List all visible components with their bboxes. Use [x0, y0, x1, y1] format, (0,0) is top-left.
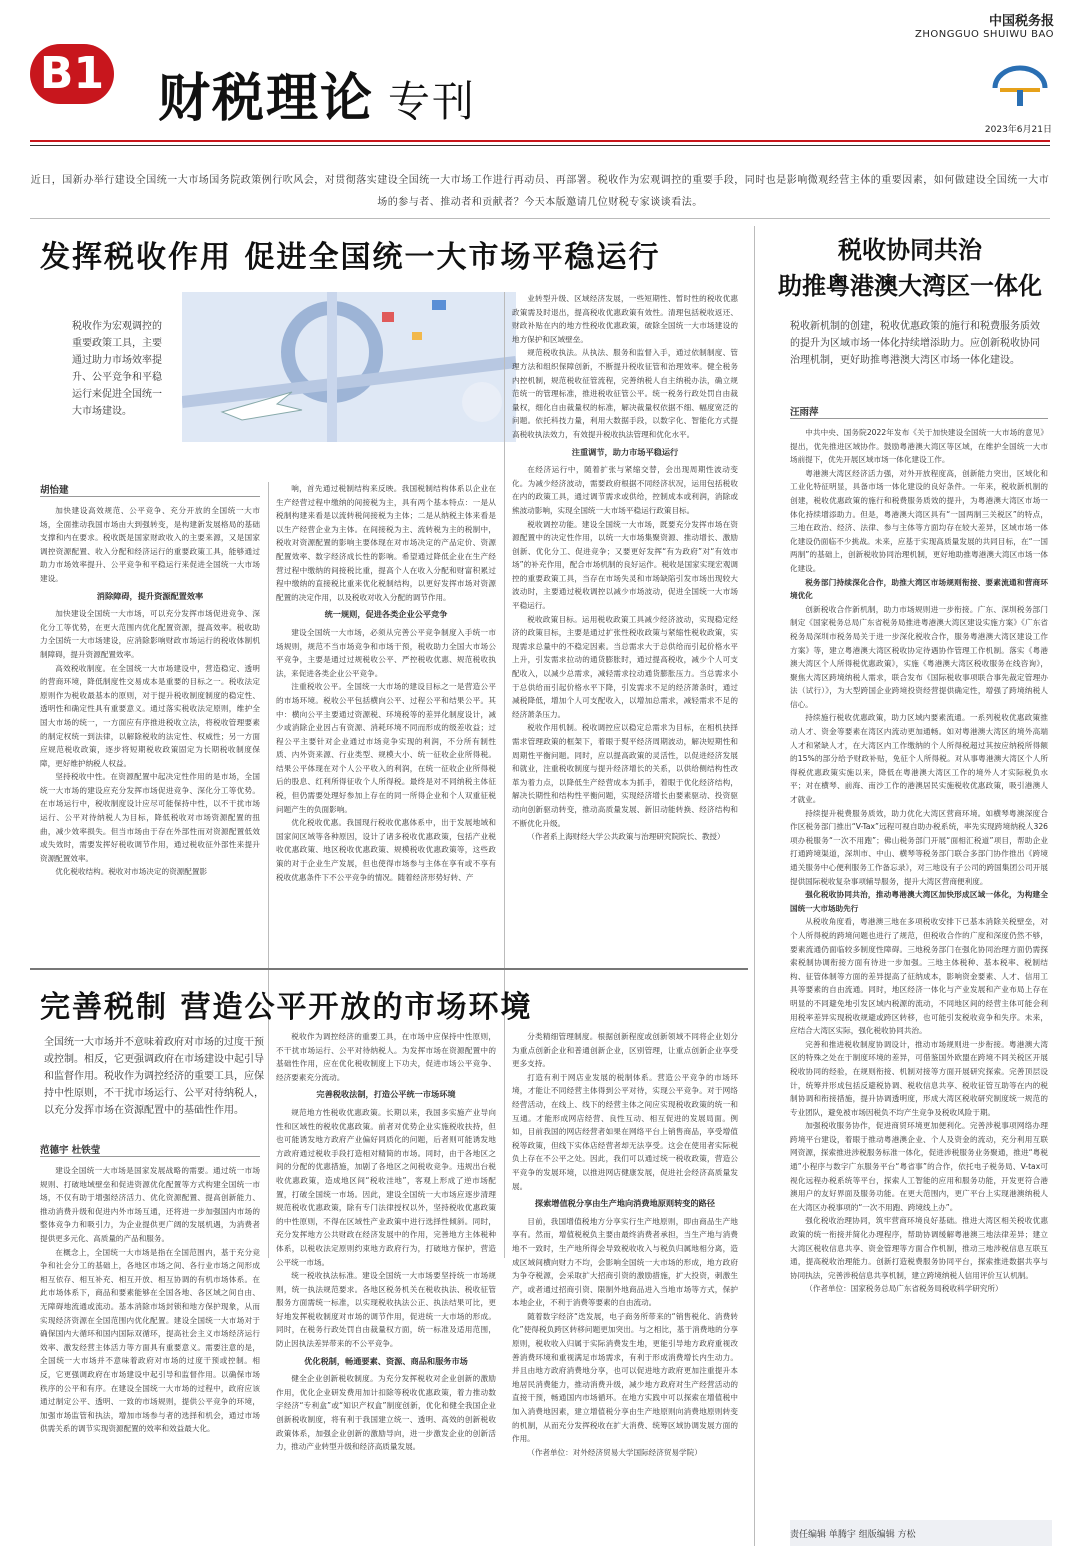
issue-date: 2023年6月21日: [984, 125, 1052, 135]
body-paragraph: 坚持税收中性。在资源配置中起决定性作用的是市场，全国统一大市场的建设应充分发挥市场促进竞争、深化分工等优势。在市场运行中，税收制度设计应尽可能保持中性，以不干扰市场运行、公平对待纳税人为目标，降低税收对市场资源配置的扭曲，减少效率损失。但当市场由于存在外部性而对资源配置低效或失效时，需要发挥好税收调节作用，通过税收征外部性来提升资源配置效率。: [40, 772, 260, 863]
article1-title: 发挥税收作用 促进全国统一大市场平稳运行: [40, 240, 661, 275]
highway-interchange-illustration: [182, 292, 516, 442]
article1-author: 胡怡建: [40, 485, 69, 496]
body-paragraph: 健全企业创新税收制度。为充分发挥税收对企业创新的激励作用，优化企业研发费用加计扣除等税收优惠政策，着力推动数字经济“专利盒”或“知识产权盒”制度创新，优化和健全我国企业创新税收制度，将有利于我国建立统一、透明、高效的创新税收政策体系，加强企业创新的激励导向，进一步激发企业的创新活力，推动产业转型升级和经济高质量发展。: [276, 1374, 496, 1452]
subheading: 消除障碍，提升资源配置效率: [96, 590, 204, 601]
section-keyline: 税务部门持续深化合作，助推大湾区市场规则衔接、要素流通和营商环境优化: [790, 577, 1048, 601]
body-paragraph: 加快建设全国统一大市场，可以充分发挥市场促进竞争、深化分工等优势，在更大范围内优化配置资源，提高效率。税收助力全国统一大市场建设，应消除影响财政市场运行的税收体制机制障碍，提升资源配置效率。: [40, 609, 260, 659]
body-paragraph: 持续施行税收优惠政策，助力区域内要素流通。一系列税收优惠政策推动人才、资金等要素在湾区内流动更加通畅。如对粤港澳大湾区的境外高端人才和紧缺人才，在大湾区内工作缴纳的个人所得税超过其按应纳税所得额的15%的部分给予财政补贴，免征个人所得税。对从事粤港澳大湾区个人所得税优惠政策实施以来，降低在粤港澳大湾区工作的境外人才实际税负水平；对在横琴、前海、南沙工作的港澳居民实施税收优惠政策，吸引港澳人才就业。: [790, 713, 1048, 805]
section-title: [158, 56, 476, 131]
body-paragraph: 在经济运行中，随着扩张与紧缩交替，会出现周期性波动变化。为减少经济波动，需要政府根据不同经济状况，运用包括税收在内的政策工具，通过调节需求或供给，控制成本或利润，消除或熊波动影响，实现全国统一大市场平稳运行政策目标。: [512, 465, 738, 515]
body-paragraph: 税收作为调控经济的重要工具，在市场中应保持中性原则，不干扰市场运行、公平对待纳税人。为发挥市场在资源配置中的基础性作用，应在优化税收制度上下功夫，促进市场公平竞争、经济要素充分流动。: [276, 1032, 496, 1082]
editor-intro: 近日，国新办举行建设全国统一大市场国务院政策例行吹风会，对贯彻落实建设全国统一大市场工作进行再动员、再部署。税收作为宏观调控的重要手段，同时也是影响微观经营主体的重要因素，如何做建设全国统一大市场的参与者、推动者和贡献者？今天本版邀请几位财税专家谈谈看法。: [30, 175, 1050, 208]
body-paragraph: 规范税收执法。从执法、服务和监督入手，通过依制制度、管理方法和组织保障创新，不断提升税收征管和治理效率。健全税务内控机制，规范税收征管流程，完善纳税人自主纳税办法，确立规范统一的管理标准，推进税收征管公平。统一税务行政处罚自由裁量权，细化自由裁量权的标准，解决裁量权依据不细、幅度宽泛的问题。依托科技力量，利用大数据手段，以数字化、智能化方式提高税收执法效力，有效提升税收执法管理和优化水平。: [512, 348, 738, 439]
column-divider: [268, 482, 269, 1258]
body-paragraph: 税收调控功能。建设全国统一大市场，既要充分发挥市场在资源配置中的决定性作用，以统一大市场集聚资源、推动增长、激励创新、优化分工、促进竞争；又要更好发挥“有为政府”对“有效市场”的补充作用，配合市场机制的良好运作。税收是国家实现宏观调控的重要政策工具，当存在市场失灵和市场缺陷引发市场出现较大波动时，主要通过税收调控以减少市场波动，促进全国统一大市场平稳运行。: [512, 519, 738, 611]
body-paragraph: 加快建设高效规范、公平竞争、充分开放的全国统一大市场，全面推动我国市场由大到强转变，是构建新发展格局的基础支撑和内在要求。税收既是国家财政收入的主要来源，又是国家调控资源配置、收入分配和经济运行的重要政策工具，能够通过助力市场效率提升、公平竞争和平稳运行来促进全国统一大市场建设。: [40, 506, 260, 583]
article3-title-line1: 税收协同共治: [838, 235, 982, 264]
article-separator: [30, 968, 748, 970]
body-paragraph: 税收作用机制。税收调控应以稳定总需求为目标，在相机抉择需求管理政策的框架下，着眼于熨平经济周期波动，解决短期性和周期性平衡问题。同时，应以提高政策的灵活性，以促进经济发展和就业，注重税收制度与提升经济增长的关系，以供给侧结构性改革为着力点，以降低生产经营成本为抓手，着眼于优化经济结构，解决长期性和结构性平衡问题，实现经济增长由要素驱动、投资驱动向创新驱动转变，推动高质量发展、新旧动能转换、经济结构和不断优化升级。: [512, 723, 738, 828]
body-paragraph: 打造有利于网店业发展的税制体系。营造公平竞争的市场环境，才能让不同经营主体得到公平对待，实现公平竞争。对于网络经营活动，在线上、线下的经营主体之间应实现税收政策的统一和互通。才能形成网店经营、良性互动、相互促进的发展局面。例如，目前我国的网店经营者如果在网络平台上销售商品，享受增值税等政策，但线下实体店经营者却无法享受。这会在使用者实际税负上存在不公平之处。因此，我们可以通过统一税收政策，营造公平竞争的发展环境，以推进网店健康发展，促进社会经济高质量发展。: [512, 1072, 738, 1191]
sidebar-divider: [754, 226, 755, 1546]
article3-column: [790, 426, 1048, 1516]
body-paragraph: 在概念上，全国统一大市场是指在全国范围内，基于充分竞争和社会分工的基础上，各地区市场之间、各行业市场之间形成相互依存、相互补充、相互开放、相互协调的有机市场体系。在此市场体系下，商品和要素能够在全国各地、各区域之间自由、无障碍地流通或流动。基本消除市场封锁和地方保护现象，从而实现经济资源在全国范围内优化配置。建设全国统一大市场对于确保国内大循环和国内国际双循环，提高社会主义市场经济运行效率、激发经营主体活力等方面具有重要意义。需要注意的是，全国统一大市场并不意味着政府对市场的过度干预或控制。相反，它更强调政府在市场建设中起引导和监督作用。以确保市场秩序的公平和有序。在建设全国统一大市场的过程中，政府应该通过制定公平、透明、一致的市场规则，提供公平竞争的环境，加强市场监管和执法，增加市场参与者的选择和机会，通过市场供需关系的调节实现资源配置的效率和效益最大化。: [40, 1247, 260, 1434]
section-keyline: 强化税收协同共治，推动粤港澳大湾区加快形成区域一体化，为构建全国统一大市场助先行: [790, 890, 1048, 913]
body-paragraph: 完善和推进税收制度协调设计，推动市场规则进一步衔接。粤港澳大湾区的特殊之处在于制度环境的差异，可借鉴国外欧盟在跨境不同关税区开展税收协同的经验，在规则衔接、机制对接等方面开展研究探索。完善顶层设计，统筹并形成包括反避税协调、税收信息共享、税收征管互助等在内的税制协调和衔接措施，提升协调透明度，形成大湾区税收研究制度统一规范的专业团队，避免被市场因税负不均产生竞争及税收风险于期。: [790, 1039, 1048, 1117]
body-paragraph: 粤港澳大湾区经济活力强，对外开放程度高，创新能力突出，区域化和工业化特征明显，具备市场一体化建设的良好条件。一年来，税收新机制的创建，税收优惠政策的施行和税费服务质效的提升，为粤港澳大湾区市场一体化持续增添助力。但是，粤港澳大湾区具有“一国两制三关税区”的特点，三地在政治、经济、法律、参与主体等方面均存在较大差异，区域市场一体化建设仍面临不少挑战。未来，应基于实现高质量发展的共同目标，在“一国两制”的基础上，创新税收协同治理机制，更好地助推粤港澳大湾区市场一体化建设。: [790, 468, 1048, 573]
section-title-main: 财税理论: [158, 68, 375, 129]
subheading: 注重调节，助力市场平稳运行: [571, 446, 679, 457]
body-paragraph: （作者单位：对外经济贸易大学国际经济贸易学院）: [527, 1447, 702, 1457]
body-paragraph: 税收政策目标。运用税收政策工具减少经济波动，实现稳定经济的政策目标，主要是通过扩张性税收政策与紧缩性税收政策，实现需求总量中的不稳定因素。当总需求大于总供给而引起价格水平上升，引发需求拉动的通货膨胀时，通过提高税收，减少个人可支配收入，以减少总需求，减轻需求拉动通货膨胀压力。当总需求小于总供给而引起价格水平下降，引发需求不足的经济萧条时，通过减税降低，增加个人可支配收入，以增加总需求，减轻需求不足的经济萧条压力。: [512, 614, 738, 719]
column-divider: [504, 292, 505, 1258]
masthead-rule-thin: [30, 145, 1050, 146]
article1-lead: 税收作为宏观调控的重要政策工具，主要通过助力市场效率提升、公平竞争和平稳运行来促进全国统一大市场建设。: [72, 321, 162, 417]
section-title-sub: 专刊: [388, 77, 477, 126]
body-paragraph: 建设全国统一大市场，必须从完善公平竞争制度入手统一市场规则，规范不当市场竞争和市场干预，税收助力全国大市场公平竞争，主要是通过过规税收公平、严控税收优惠、规范税收执法，来促进各类企业公平竞争。: [276, 627, 496, 678]
subheading: 探索增值税分享由生产地向消费地原则转变的路径: [534, 1198, 716, 1209]
body-paragraph: 建设全国统一大市场是国家发展战略的需要。通过统一市场规则、打破地域壁垒和促进资源优化配置等方式构建全国统一市场，不仅有助于增强经济活力、优化资源配置、提高创新能力、推动消费升级和促进内外市场互通，还将进一步加强国内市场的整体竞争力和吸引力，为企业提供更广阔的发展机遇，为消费者提供更多元化、高质量的产品和服务。: [40, 1166, 260, 1243]
masthead-rule: [30, 140, 1050, 142]
article2-author-rule: [40, 1156, 260, 1157]
article3-title: [770, 232, 1050, 304]
body-paragraph: 目前，我国增值税地方分享实行生产地原则，即由商品生产地享有。然而，增值税税负主要由最终消费者承担，当生产地与消费地不一致时，生产地所得会导致税收收入与税负归属地相分离，造成区域间横向财力不均，会影响全国统一大市场的形成，地方政府为争夺税源，会采取扩大招商引资的激励措施，扩大投资，刺激生产，或者通过招商引资、限制外地商品进入当地市场等方式，保护本地企业，不利于消费等要素的自由流动。: [512, 1216, 738, 1308]
page-number-badge: B1: [30, 44, 114, 104]
body-paragraph: 业转型升级、区域经济发展，一些短期性、暂时性的税收优惠政策需及时退出，提高税收优惠政策有效性。清理包括税收返还、财政补贴在内的地方性税收优惠政策，破除全国统一大市场建设的地方保护和区域壁垒。: [512, 294, 738, 344]
body-paragraph: 高效税收制度。在全国统一大市场建设中，营造稳定、透明的营商环境，降低制度性交易成本是重要的目标之一。税收法定原则作为税收最基本的原则，对于提升税收制度制度的稳定性、透明性和确定性具有重要意义。通过落实税收法定原则，维护全国大市场的统一，一方面应有序推进税收立法，将税收管理要素的制定权统一到法律，以解除税收的法定性、权威性；另一方面应规范税收政策，逐步将短期税收政策固定为长期税收制度保障，更好维护纳税人权益。: [40, 663, 260, 768]
body-paragraph: 注重税收公平。全国统一大市场的建设目标之一是营造公平的市场环境。税收公平包括横向公平、过程公平和结果公平。其中：横向公平主要通过资源税、环境税等的差异化制度设计，减少或消除企业因占有资源、消耗环境不同而形成的级差收益；过程公平主要针对企业通过市场竞争实现的利润，不分所有制性质、内外资来源、行业类型、规模大小、统一征收企业所得税。结果公平体现在对个人公平收入的利润，在统一征收企业所得税后的股息、红利所得征收个人所得税。最终是对不同纳税主体征税，但仍需要处理好参加上存在的同一所得企业和个人双重征税问题产生的负面影响。: [276, 682, 496, 814]
body-paragraph: （作者单位：国家税务总局广东省税务局税收科学研究所）: [805, 1284, 1003, 1294]
subheading: 统一规则，促进各类企业公平竞争: [324, 609, 448, 620]
body-paragraph: 优化税收优惠。我国现行税收优惠体系中，出于发展地域和国家间区域等各种原因，设计了诸多税收优惠政策，包括产业税收优惠政策、地区税收优惠政策、规模税收优惠政策等，这些政策的对于企业生产发展，但也使得市场参与主体在享有或不享有税收优惠条件下不公平竞争的情况。随着经济形势好转、产: [276, 818, 496, 882]
article2-title: 完善税制 营造公平开放的市场环境: [40, 990, 533, 1025]
article2-column-3: [512, 1030, 738, 1542]
article2-lead: 全国统一大市场并不意味着政府对市场的过度干预或控制。相反，它更强调政府在市场建设中起引导和监督作用。税收作为调控经济的重要工具，应保持中性原则，不干扰市场运行、公平对待纳税人，以充分发挥市场在资源配置中的基础性作用。: [44, 1037, 264, 1116]
article2-column-2: [276, 1030, 496, 1542]
paper-name-cn: 中国税务报: [988, 14, 1054, 29]
editor-credit: 责任编辑 单腾宇 组版编辑 方松: [790, 1530, 916, 1540]
article3-lead: 税收新机制的创建，税收优惠政策的施行和税费服务质效的提升为区域市场一体化持续增添助力。应创新税收协同治理机制，更好助推粤港澳大湾区市场一体化建设。: [790, 321, 1040, 366]
body-paragraph: （作者系上海财经大学公共政策与治理研究院院长、教授）: [527, 832, 725, 842]
body-paragraph: 中共中央、国务院2022年发布《关于加快建设全国统一大市场的意见》提出，优先推进区域协作。鼓励粤港澳大湾区等区域，在维护全国统一大市场前提下，优先开展区域市场一体化建设工作。: [790, 428, 1048, 465]
article1-illustration: [182, 292, 516, 442]
body-paragraph: 规范地方性税收优惠政策。长期以来，我国多实施产业导向性和区域性的税收优惠政策。前者对优势企业实施税收扶持，但也可能诱发地方政府产业偏好同质化的问题，后者则可能诱发地方政府通过税收手段打造相对精简的市场。同时，由于各地区之间的分配的优惠措施，加剧了各地区之间税收竞争。违规出台税收优惠政策，造成地区间“税收洼地”，客观上形成了逆市场配置，打破全国统一市场。因此，建设全国统一大市场应逐步清理规范税收优惠政策，除有专门法律授权以外，坚持税收优惠政策的中性原则，不得在区域性产业政策中进行选择性倾斜。同时，充分发挥地方公共财政在经济发展中的作用，完善地方主体税种体系，以税收法定原则约束地方政府行为，打破地方保护，营造公平统一市场。: [276, 1107, 496, 1267]
subheading: 完善税收法制，打造公平统一市场环境: [316, 1089, 456, 1100]
paper-logo-icon: [990, 60, 1050, 110]
body-paragraph: 强化税收治理协同，筑牢营商环境良好基础。推进大湾区相关税收优惠政策的统一衔接并简化办理程序，帮助协调缓解粤港澳三地法律差异；建立大湾区税收信息共享、资金管理等方面合作机制，推动三地涉税信息互联互通，提高税收治理能力。创新打造税费服务协同平台，探索推进数据共享与协同执法，完善涉税信息共享机制，建立跨境纳税人信用评价互认机制。: [790, 1216, 1048, 1280]
body-paragraph: 随着数字经济“迭发展，电子商务所带来的“销售税化、消费转化”使得税负跨区转移问题更加突出。与之相比，基于消费地的分享原则，税收收入归属于实际消费发生地，更能引导地方政府重视改善消费环境和重视满足市场需求，有利于形成消费增长内生动力。并且由地方政府消费地分享，也可以促进地方政府更加注重提升本地居民消费能力，推动消费升级，减少地方政府对生产经营活动的直接干预，畅通国内市场循环。在地方实践中可以探索在增值税中加入消费地因素，建立增值税分享由生产地原则向消费地原则转变的机制，从而充分发挥税收在扩大消费、统筹区域协调发展方面的作用。: [512, 1311, 738, 1444]
body-paragraph: 统一税收执法标准。建设全国统一大市场要坚持统一市场规则，统一执法规范要求。各地区税务机关在税收执法、税收征管服务方面需统一标准，以实现税收执法公正、执法结果可比，更好地发挥税收制度对市场的调节作用，促进统一大市场的形成。同时，在税务行政处罚自由裁量权方面，统一标准及适用范围，防止因执法差异带来的不公平竞争。: [276, 1271, 496, 1349]
body-paragraph: 从税收角度看，粤港澳三地在多项税收安排下已基本消除关税壁垒，对个人所得税的跨境问题也进行了规范，但税收合作的广度和深度仍然不够，要素流通仍面临较多制度性障碍。三地税务部门在强化协同治理方面仍需探索税制协调衔接方面有待进一步加强。三地主体税种、基本税率、税制结构、征管体制等方面的差异提高了征纳成本，影响资金要素、人才、信用工具等要素的自由流通。同时，地区经济一体化与产业发展和产业布局上存在明显的不同避免地引发区域内税源的流动，不同地区间的经营主体可能会利用税率差异实现税收规避或跨区转移，也可能引发税收竞争和失序。未来，应结合大湾区实际，强化税收协同共治。: [790, 917, 1048, 1036]
subheading: 优化税制，畅通要素、资源、商品和服务市场: [304, 1355, 468, 1366]
body-paragraph: 优化税收结构。税收对市场决定的资源配置影: [55, 867, 208, 877]
body-paragraph: 分类精细管理制度。根据创新程度或创新领域不同将企业划分为重点创新企业和普通创新企业，区别管理，让重点创新企业享受更多支持。: [512, 1032, 738, 1069]
paper-name-pinyin: ZHONGGUO SHUIWU BAO: [914, 29, 1054, 40]
body-paragraph: 持续提升税费服务质效，助力优化大湾区营商环境。如横琴粤澳深度合作区税务部门推出“V-Tax”远程可视自助办税系统，率先实现跨境纳税人326项办税服务“一次不用跑”；佛山税务部门开展“面相汇税道”项目，帮助企业打通跨境渠道，深圳市、中山、横琴等税务部门联合多部门协作推出《跨境通关服务中心便利服务工作备忘录》，对三地设有子公司的跨国集团公司开展提供国际税收复杂事项辅导服务，提升大湾区营商便利度。: [790, 808, 1048, 886]
article1-author-rule: [40, 496, 260, 497]
intro-divider: [30, 218, 1050, 219]
article2-column-1: [40, 1164, 260, 1542]
body-paragraph: 创新税收合作新机制，助力市场规则进一步衔接。广东、深圳税务部门制定《国家税务总局广东省税务局推进粤港澳大湾区建设实施方案》《广东省税务局深圳市税务局关于进一步深化税收合作，服务粤港澳大湾区建设工作方案》等，建立粤港澳大湾区税收协定待遇协作管理工作机制。落实《粤港澳大湾区个人所得税优惠政策》，实施《粤港澳大湾区税收服务在线咨询》，聚焦大湾区跨境纳税人需求，联合发布《国际税收事项联合事先裁定管理办法（试行）》，为大型跨国企业跨境投资经营提供确定性，增强了跨境纳税人信心。: [790, 604, 1048, 709]
article3-title-line2: 助推粤港澳大湾区一体化: [778, 271, 1042, 300]
article3-author-rule: [790, 418, 1048, 419]
article2-author: 范德宇 杜铁莹: [40, 1145, 101, 1156]
body-paragraph: 加强税收服务协作，促进商贸环境更加便利化。完善涉税事项网络办理跨境平台建设，着眼于推动粤港澳企业、个人及资金的流动，充分利用互联网资源，探索推进涉税服务标准一体化，促进涉税服务业务聚通，推进“粤税通”小程序与数字广东服务平台“粤省事”的合作，依托电子税务局、V-tax可视化远程办税系统等平台，探索人工智能的应用和服务功能，开发更符合港澳用户的友好界面及服务功能。在更大范围内，更广平台上实现港澳纳税人在大湾区办税事项的“一次不用跑、跨境线上办”。: [790, 1121, 1048, 1212]
paper-name: [915, 10, 1054, 40]
body-paragraph: 响，首先通过税制结构来反映。我国税制结构体系以企业在生产经营过程中缴纳的间接税为主，具有两个基本特点：一是从税制构建来看是以流转税间接税为主体；二是从纳税主体来看是以生产经营企业为主体。在间接税为主、流转税为主的税制中，税收对资源配置的影响主要体现在对市场决定的产品定价、资源配置效率、数字经济成长性的影响。希望通过降低企业在生产经营过程中缴纳的间接税比重，提高个人在收入分配和财富积累过程中缴纳的直接税比重来优化税制结构，以更好发挥市场对资源配置的决定作用，以及税收对收入分配的调节作用。: [276, 484, 496, 602]
article3-author: 汪雨萍: [790, 407, 819, 418]
